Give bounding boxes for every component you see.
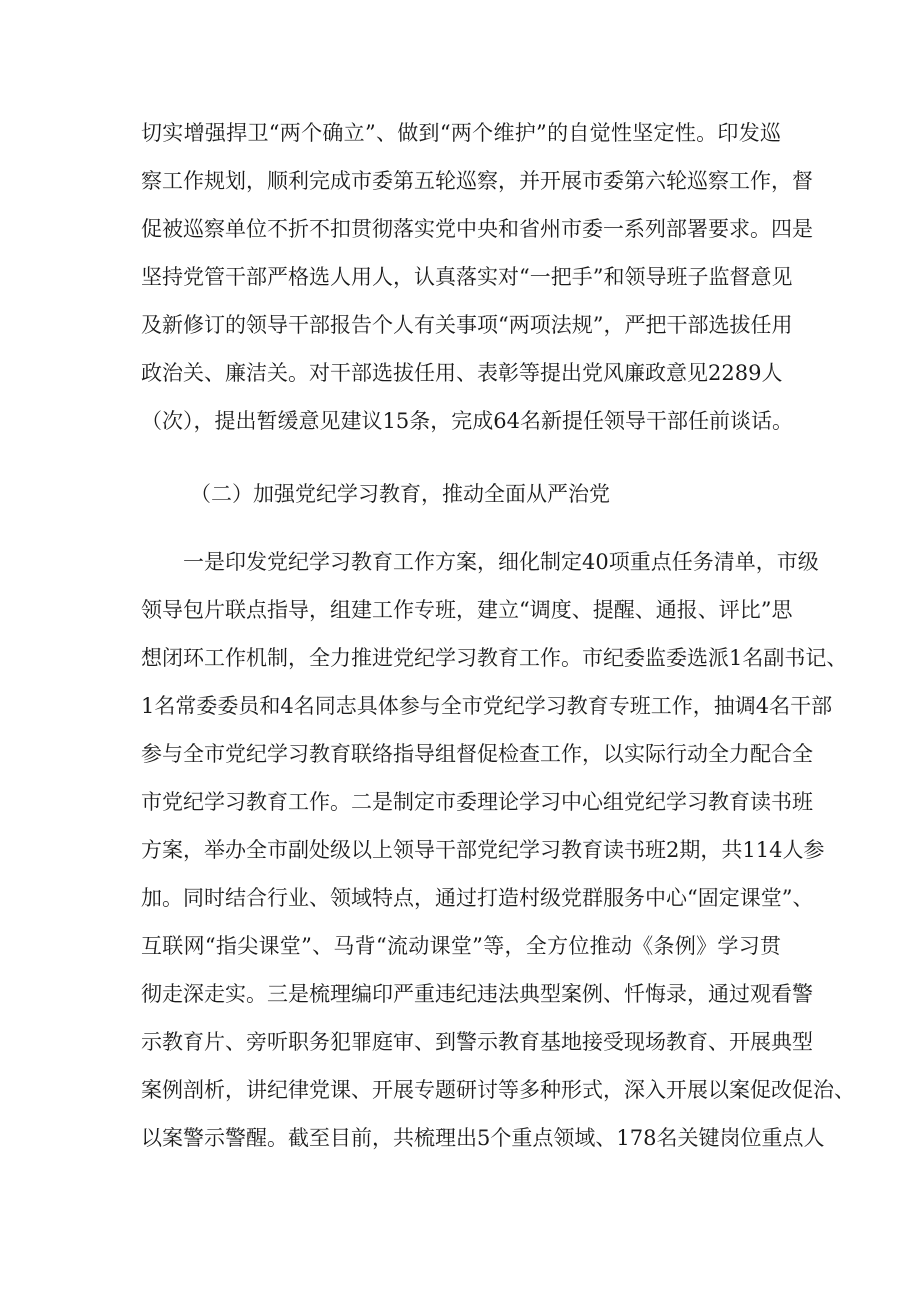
paragraph-2-line-5: 参与全市党纪学习教育联络指导组督促检查工作，以实际行动全力配合全: [141, 742, 813, 766]
paragraph-2-line-13: 以案警示警醒。截至目前，共梳理出5个重点领域、178名关键岗位重点人: [141, 1126, 825, 1150]
paragraph-1-line-2: 察工作规划，顺利完成市委第五轮巡察，并开展市委第六轮巡察工作，督: [141, 169, 813, 193]
paragraph-1-line-3: 促被巡察单位不折不扣贯彻落实党中央和省州市委一系列部署要求。四是: [141, 217, 813, 241]
paragraph-2-line-7: 方案，举办全市副处级以上领导干部党纪学习教育读书班2期，共114人参: [141, 838, 825, 862]
paragraph-2-line-10: 彻走深走实。三是梳理编印严重违纪违法典型案例、忏悔录，通过观看警: [141, 982, 813, 1006]
paragraph-2-line-9: 互联网“指尖课堂”、马背“流动课堂”等，全方位推动《条例》学习贯: [141, 934, 781, 958]
paragraph-2-line-6: 市党纪学习教育工作。二是制定市委理论学习中心组党纪学习教育读书班: [141, 790, 813, 814]
paragraph-1-line-1: 切实增强捍卫“两个确立”、做到“两个维护”的自觉性坚定性。印发巡: [141, 121, 781, 145]
paragraph-2-line-8: 加。同时结合行业、领域特点，通过打造村级党群服务中心“固定课堂”、: [141, 886, 814, 910]
paragraph-1-line-4: 坚持党管干部严格选人用人，认真落实对“一把手”和领导班子监督意见: [141, 265, 793, 289]
paragraph-2-line-12: 案例剖析，讲纪律党课、开展专题研讨等多种形式，深入开展以案促改促治、: [141, 1078, 855, 1102]
paragraph-2-line-11: 示教育片、旁听职务犯罪庭审、到警示教育基地接受现场教育、开展典型: [141, 1030, 813, 1054]
paragraph-2-line-2: 领导包片联点指导，组建工作专班，建立“调度、提醒、通报、评比”思: [141, 598, 793, 622]
paragraph-1-line-6: 政治关、廉洁关。对干部选拔任用、表彰等提出党风廉政意见2289人: [141, 361, 783, 385]
paragraph-1-line-7: （次），提出暂缓意见建议15条，完成64名新提任领导干部任前谈话。: [141, 409, 793, 433]
paragraph-2-line-1: 一是印发党纪学习教育工作方案，细化制定40项重点任务清单，市级: [183, 550, 819, 574]
paragraph-2-line-3: 想闭环工作机制，全力推进党纪学习教育工作。市纪委监委选派1名副书记、: [141, 646, 848, 670]
section-heading: （二）加强党纪学习教育，推动全面从严治党: [190, 482, 610, 506]
paragraph-2-line-4: 1名常委委员和4名同志具体参与全市党纪学习教育专班工作，抽调4名干部: [141, 694, 833, 718]
paragraph-1-line-5: 及新修订的领导干部报告个人有关事项“两项法规”，严把干部选拔任用: [141, 313, 793, 337]
